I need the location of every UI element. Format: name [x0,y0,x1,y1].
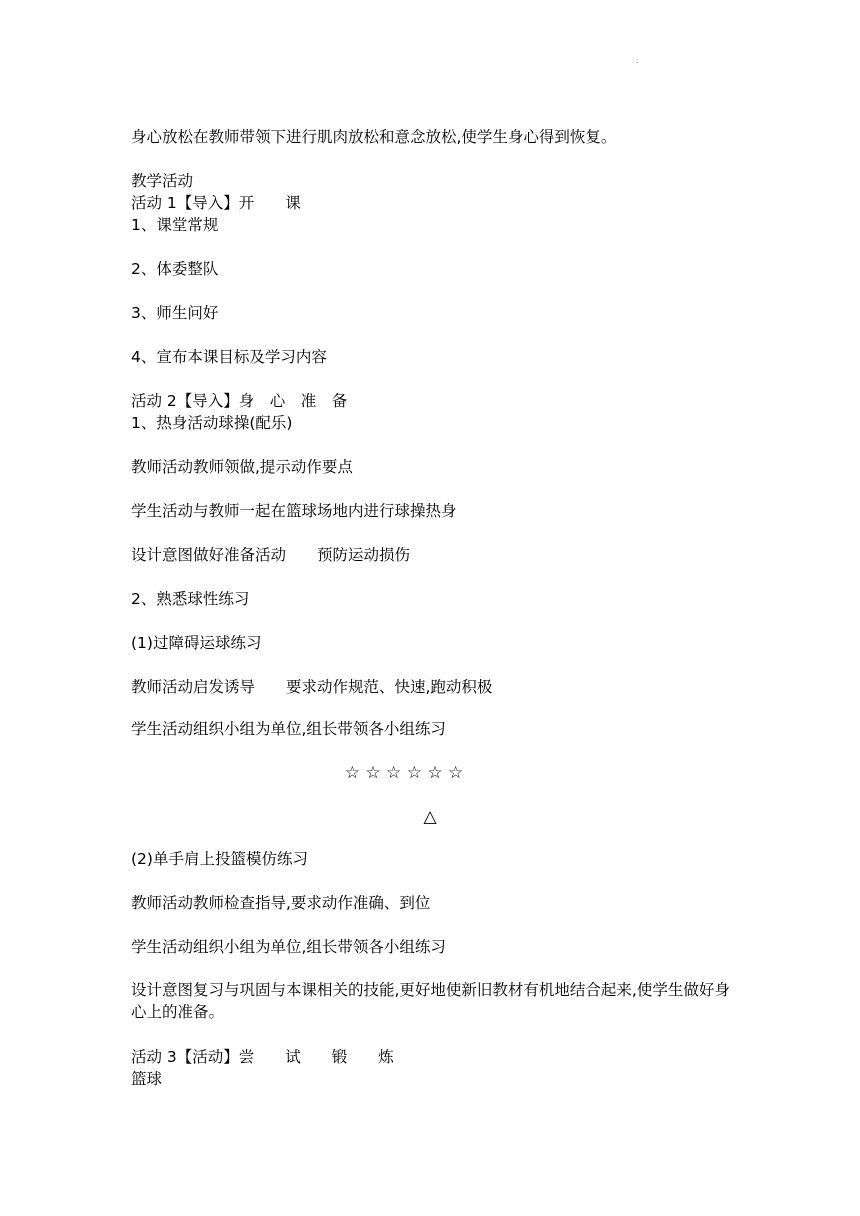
paragraph: 学生活动与教师一起在篮球场地内进行球操热身 [131,502,457,520]
header-mark: . [636,56,639,65]
list-item: 2、熟悉球性练习 [131,590,250,608]
paragraph-relaxation: 身心放松在教师带领下进行肌肉放松和意念放松,使学生身心得到恢复。 [131,128,617,146]
section-heading-teaching-activities: 教学活动 [131,172,194,190]
sub-item: (2)单手肩上投篮模仿练习 [131,850,308,868]
activity-3-heading: 活动 3【活动】尝 试 锻 炼 [131,1048,394,1066]
paragraph: 教师活动教师检查指导,要求动作准确、到位 [131,894,431,912]
paragraph: 学生活动组织小组为单位,组长带领各小组练习 [131,720,446,738]
paragraph-design-intent: 设计意图复习与巩固与本课相关的技能,更好地使新旧教材有机地结合起来,使学生做好身心上的准备。 [131,981,730,1021]
list-item: 4、宣布本课目标及学习内容 [131,348,327,366]
activity-2-heading: 活动 2【导入】身 心 准 备 [131,392,348,410]
paragraph: 教师活动启发诱导 要求动作规范、快速,跑动积极 [131,678,493,696]
activity-1-heading: 活动 1【导入】开 课 [131,194,301,212]
list-item: 3、师生问好 [131,304,219,322]
formation-teacher-triangle: △ [423,807,437,827]
list-item: 1、热身活动球操(配乐) [131,414,293,432]
list-item: 2、体委整队 [131,260,219,278]
paragraph: 篮球 [131,1070,163,1088]
formation-stars: ☆ ☆ ☆ ☆ ☆ ☆ [344,763,464,783]
list-item: 1、课堂常规 [131,216,219,234]
sub-item: (1)过障碍运球练习 [131,634,262,652]
paragraph: 教师活动教师领做,提示动作要点 [131,458,353,476]
paragraph: 学生活动组织小组为单位,组长带领各小组练习 [131,938,446,956]
paragraph: 设计意图做好准备活动 预防运动损伤 [131,546,411,564]
